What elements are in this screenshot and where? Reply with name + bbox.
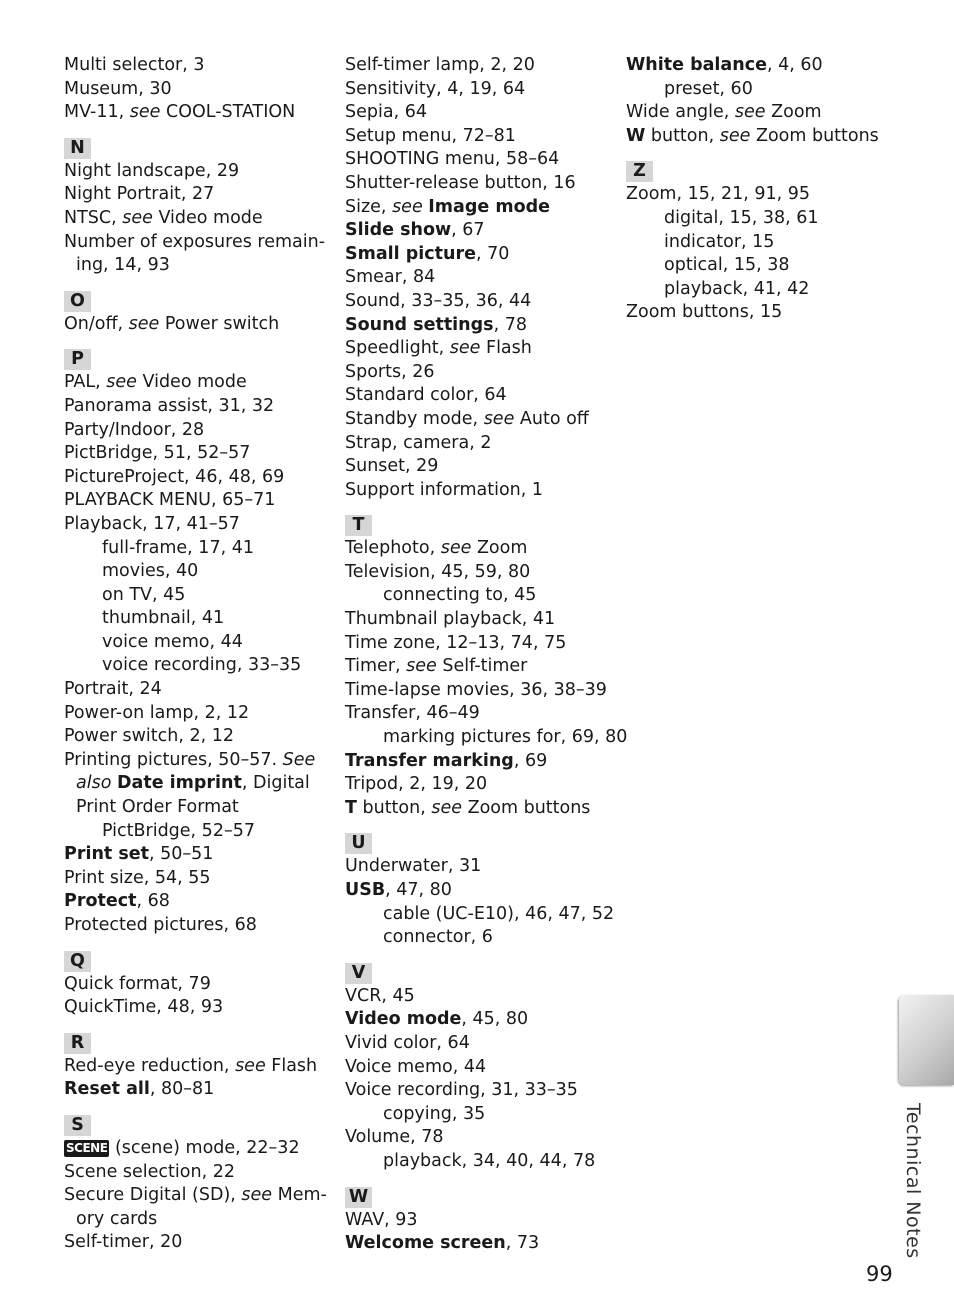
entry-text: Power switch [159,313,280,334]
entry-text: Red-eye reduction, [64,1055,236,1076]
index-entry [345,196,620,220]
entry-bold-term: T [345,797,357,818]
letter-heading: P [64,349,91,370]
entry-bold-term: Transfer marking [345,750,514,771]
index-subentry: on TV, 45 [102,584,186,605]
index-entry: PLAYBACK MENU, 65–71 [64,490,276,511]
entry-see-reference: see [106,372,137,393]
index-entry: Self-timer, 20 [64,1232,183,1253]
entry-text: , 4, 60 [766,55,823,75]
index-entry: Vivid color, 64 [345,1032,470,1053]
index-entry: Time-lapse movies, 36, 38–39 [345,679,607,700]
index-entry: Quick format, 79 [64,973,211,994]
index-entry [345,750,620,774]
index-entry: Support information, 1 [345,479,544,500]
index-subentry: movies, 40 [102,561,199,582]
entry-text: MV-11, [64,102,130,123]
index-entry: Standard color, 64 [345,385,507,406]
entry-text: Video mode [152,207,263,228]
index-entry [626,125,896,149]
letter-heading: V [345,963,372,984]
index-subentry: PictBridge, 52–57 [102,820,255,841]
index-subentry: marking pictures for, 69, 80 [383,727,628,748]
entry-see-reference: see [129,102,161,123]
index-subentry: ory cards [76,1208,158,1229]
entry-bold-term: Reset all [64,1079,150,1100]
entry-bold-term: Slide show [345,220,452,241]
entry-see-reference: see [483,408,515,429]
index-subentry: copying, 35 [383,1103,486,1124]
letter-heading: Q [64,951,91,972]
entry-bold-term: USB [345,880,386,900]
index-entry: Shutter-release button, 16 [345,172,576,193]
index-entry: PictBridge, 51, 52–57 [64,443,251,464]
index-subentry: preset, 60 [664,78,753,99]
letter-heading: N [64,138,91,159]
entry-bold-term: Print set [64,844,150,865]
entry-text: , 69 [513,750,548,771]
entry-text: , 73 [505,1233,540,1254]
index-entry: Playback, 17, 41–57 [64,513,240,534]
index-entry: Thumbnail playback, 41 [345,609,556,630]
entry-text: Size, [345,196,393,217]
letter-heading-row [64,1020,334,1055]
letter-heading: S [64,1115,91,1136]
index-entry: SHOOTING menu, 58–64 [345,149,560,170]
entry-text: Speedlight, [345,338,450,359]
index-subentry: voice recording, 33–35 [102,655,302,676]
index-entry [345,537,620,561]
entry-see-reference: see [449,338,481,359]
index-entry [64,1078,334,1102]
entry-text: , 47, 80 [385,880,452,900]
index-subentry [64,772,334,796]
index-entry: Power switch, 2, 12 [64,726,234,747]
index-subentry: voice memo, 44 [102,631,243,652]
index-entry: Transfer, 46–49 [345,703,480,724]
entry-text: , 45, 80 [461,1009,529,1030]
index-subentry: Print Order Format [76,797,239,818]
index-entry [345,797,620,821]
entry-text: Secure Digital (SD), [64,1185,242,1206]
entry-text: , 70 [475,243,510,264]
index-subentry: connecting to, 45 [383,585,537,606]
index-entry [64,101,334,125]
entry-bold-term: Video mode [345,1009,462,1030]
letter-heading-row [626,148,896,183]
entry-text: , 78 [493,314,527,335]
entry-text: NTSC, [64,207,123,228]
index-column-3 [626,54,896,325]
entry-see-reference: see [406,656,437,677]
entry-text: button, [356,797,432,818]
entry-see-reference: see [241,1185,273,1206]
entry-text: PAL, [64,372,107,393]
letter-heading: O [64,291,91,312]
entry-text: Flash [480,338,532,359]
entry-see-reference: see [392,196,423,217]
index-subentry: optical, 15, 38 [664,255,790,276]
entry-text: Zoom [471,538,528,559]
index-entry: Panorama assist, 31, 32 [64,395,275,416]
entry-see-reference: see [122,207,153,228]
index-entry: Party/Indoor, 28 [64,419,205,440]
entry-bold-term: Protect [64,891,137,912]
index-entry [626,101,896,125]
entry-see-reference: also [76,773,112,794]
index-entry: Sports, 26 [345,361,435,382]
index-entry: Self-timer lamp, 2, 20 [345,55,535,75]
index-entry [64,313,334,337]
index-subentry: cable (UC-E10), 46, 47, 52 [383,903,615,924]
letter-heading-row [345,1174,620,1209]
index-entry [345,314,620,338]
index-entry [345,219,620,243]
entry-text: Mem- [272,1185,327,1206]
entry-bold-term: Sound settings [345,314,494,335]
page-number: 99 [866,1262,893,1286]
index-subentry: digital, 15, 38, 61 [664,207,819,228]
letter-heading-row [64,336,334,371]
index-entry: Sound, 33–35, 36, 44 [345,290,532,311]
letter-heading: U [345,833,372,854]
entry-see-reference: see [128,313,160,334]
index-entry [345,1008,620,1032]
index-entry [345,655,620,679]
index-entry [64,371,334,395]
entry-bold-term: White balance [626,55,767,75]
entry-text: Wide angle, [626,102,735,123]
entry-see-reference: See [282,749,316,770]
index-entry: QuickTime, 48, 93 [64,997,224,1018]
index-entry: Voice recording, 31, 33–35 [345,1080,578,1101]
entry-text: Video mode [136,372,247,393]
entry-text: Self-timer [436,656,528,677]
index-entry: Volume, 78 [345,1127,444,1148]
entry-see-reference: see [719,125,751,146]
index-entry: Sepia, 64 [345,102,427,123]
index-subentry: full-frame, 17, 41 [102,537,254,558]
entry-text: (scene) mode, 22–32 [109,1137,300,1158]
index-column-2 [345,54,628,1256]
index-entry [64,1137,334,1161]
entry-text: Telephoto, [345,538,441,559]
index-subentry: thumbnail, 41 [102,608,225,629]
letter-heading-row [64,1102,334,1137]
entry-text: Zoom buttons [750,125,879,146]
letter-heading-row [345,820,620,855]
index-entry [345,1232,620,1256]
entry-see-reference: see [431,797,463,818]
index-entry: Number of exposures remain- [64,231,326,252]
index-entry [626,54,896,78]
index-subentry: playback, 34, 40, 44, 78 [383,1150,596,1171]
index-entry [64,1184,334,1208]
index-entry [64,207,334,231]
index-entry: Multi selector, 3 [64,55,205,75]
index-entry: WAV, 93 [345,1209,418,1230]
index-entry [64,749,334,773]
letter-heading: R [64,1033,91,1054]
index-entry: Print size, 54, 55 [64,867,211,888]
index-subentry: playback, 41, 42 [664,278,810,299]
index-entry: Underwater, 31 [345,856,482,877]
entry-text: button, [645,125,720,146]
index-entry: Television, 45, 59, 80 [345,561,531,582]
index-entry: Sunset, 29 [345,456,439,477]
entry-text: Printing pictures, 50–57. [64,749,283,770]
index-entry: PictureProject, 46, 48, 69 [64,466,285,487]
entry-text: Auto off [514,408,589,429]
index-entry: Scene selection, 22 [64,1161,235,1182]
letter-heading-row [345,950,620,985]
index-subentry: ing, 14, 93 [76,255,170,276]
entry-text: Standby mode, [345,408,484,429]
index-entry: Strap, camera, 2 [345,432,492,453]
entry-bold-term: W [626,125,646,146]
index-entry: VCR, 45 [345,985,415,1006]
index-entry: Night landscape, 29 [64,160,240,181]
letter-heading-row [64,278,334,313]
index-entry: Setup menu, 72–81 [345,125,516,146]
index-entry [345,243,620,267]
letter-heading: W [345,1187,372,1208]
entry-text: Flash [265,1055,318,1076]
entry-see-reference: see [734,102,766,123]
index-entry: Tripod, 2, 19, 20 [345,774,488,795]
entry-text: Zoom [765,102,822,123]
index-entry [345,879,620,903]
index-entry: Voice memo, 44 [345,1056,487,1077]
index-entry [64,890,334,914]
entry-text: , 68 [136,891,170,912]
index-entry [64,1055,334,1079]
letter-heading-row [345,502,620,537]
entry-see-reference: see [235,1055,266,1076]
section-tab [899,995,954,1085]
entry-text: Zoom buttons [462,797,591,818]
entry-text: Timer, [345,656,407,677]
index-entry: Zoom, 15, 21, 91, 95 [626,184,811,205]
entry-text: COOL-STATION [160,102,296,123]
entry-bold-term: Welcome screen [345,1233,506,1254]
index-entry [345,337,620,361]
letter-heading-row [64,125,334,160]
letter-heading-row [64,938,334,973]
entry-bold-term: Small picture [345,243,476,264]
entry-text: , 80–81 [149,1079,215,1100]
index-entry: Smear, 84 [345,267,436,288]
entry-text: , Digital [241,773,310,794]
index-subentry: indicator, 15 [664,231,775,252]
index-entry [64,843,334,867]
index-entry: Sensitivity, 4, 19, 64 [345,78,526,99]
index-column-1 [64,54,334,1255]
index-entry: Portrait, 24 [64,679,162,700]
scene-mode-icon: SCENE [66,1140,108,1155]
index-subentry: connector, 6 [383,927,493,948]
index-entry: Night Portrait, 27 [64,184,215,205]
index-entry: Zoom buttons, 15 [626,302,783,323]
section-title: Technical Notes [902,1103,924,1259]
entry-text: , 67 [451,220,485,241]
letter-heading: Z [626,161,653,182]
index-entry [345,408,620,432]
entry-bold-term: Image mode [428,196,550,217]
entry-text: , 50–51 [149,844,214,865]
index-entry: Protected pictures, 68 [64,915,257,935]
index-entry: Museum, 30 [64,78,172,99]
letter-heading: T [345,515,372,536]
index-entry: Time zone, 12–13, 74, 75 [345,632,567,653]
entry-bold-term: Date imprint [117,773,242,794]
entry-text: On/off, [64,313,129,334]
entry-see-reference: see [440,538,472,559]
index-entry: Power-on lamp, 2, 12 [64,702,250,723]
